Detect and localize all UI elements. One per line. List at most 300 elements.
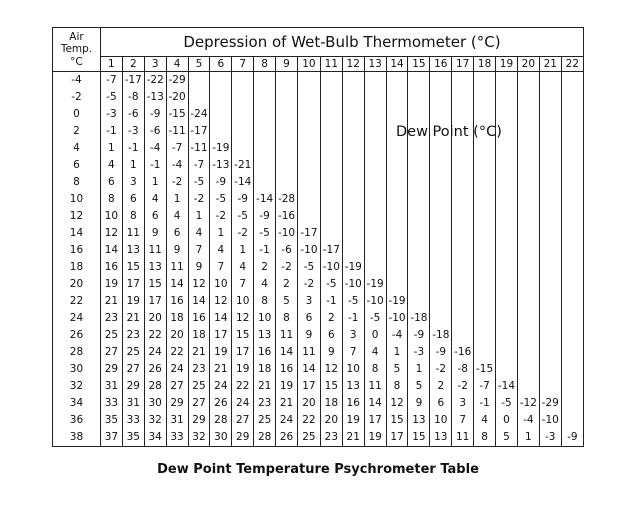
dew-point-cell: 1 bbox=[232, 242, 254, 259]
empty-cell bbox=[276, 106, 298, 123]
empty-cell bbox=[364, 123, 386, 140]
empty-cell bbox=[276, 89, 298, 106]
dew-point-cell: -18 bbox=[430, 327, 452, 344]
empty-cell bbox=[496, 174, 518, 191]
empty-cell bbox=[474, 157, 496, 174]
air-temp-cell: -2 bbox=[53, 89, 101, 106]
air-temp-cell: 26 bbox=[53, 327, 101, 344]
empty-cell bbox=[408, 174, 430, 191]
empty-cell bbox=[320, 123, 342, 140]
dew-point-cell: -14 bbox=[254, 191, 276, 208]
dew-point-cell: 17 bbox=[122, 276, 144, 293]
table-row bbox=[53, 123, 584, 140]
dew-point-cell: 33 bbox=[166, 429, 188, 447]
dew-point-cell: -5 bbox=[297, 259, 320, 276]
dew-point-cell: -28 bbox=[276, 191, 298, 208]
empty-cell bbox=[430, 293, 452, 310]
dew-point-cell: -17 bbox=[122, 72, 144, 90]
dew-point-cell: 30 bbox=[144, 395, 166, 412]
dew-point-cell: 31 bbox=[122, 395, 144, 412]
dew-point-cell: 13 bbox=[144, 259, 166, 276]
dew-point-cell: 33 bbox=[122, 412, 144, 429]
empty-cell bbox=[386, 242, 408, 259]
dew-point-cell: 17 bbox=[297, 378, 320, 395]
empty-cell bbox=[474, 327, 496, 344]
dew-point-cell: -29 bbox=[166, 72, 188, 90]
dew-point-cell: 22 bbox=[144, 327, 166, 344]
dew-point-cell: 29 bbox=[188, 412, 210, 429]
empty-cell bbox=[474, 225, 496, 242]
dew-point-cell: 25 bbox=[254, 412, 276, 429]
dew-point-cell: 34 bbox=[144, 429, 166, 447]
empty-cell bbox=[408, 242, 430, 259]
empty-cell bbox=[561, 361, 583, 378]
empty-cell bbox=[517, 191, 539, 208]
dew-point-cell: -2 bbox=[188, 191, 210, 208]
dew-point-cell: 7 bbox=[210, 259, 232, 276]
empty-cell bbox=[539, 361, 561, 378]
empty-cell bbox=[561, 412, 583, 429]
dew-point-cell: 2 bbox=[254, 259, 276, 276]
empty-cell bbox=[539, 208, 561, 225]
empty-cell bbox=[452, 225, 474, 242]
air-temp-cell: 32 bbox=[53, 378, 101, 395]
dew-point-cell: 25 bbox=[100, 327, 122, 344]
dew-point-cell: 3 bbox=[342, 327, 364, 344]
dew-point-cell: -2 bbox=[276, 259, 298, 276]
dew-point-cell: 13 bbox=[408, 412, 430, 429]
dew-point-cell: 5 bbox=[408, 378, 430, 395]
empty-cell bbox=[517, 89, 539, 106]
empty-cell bbox=[430, 72, 452, 90]
dew-point-cell: 16 bbox=[100, 259, 122, 276]
empty-cell bbox=[276, 123, 298, 140]
dew-point-cell: -16 bbox=[276, 208, 298, 225]
empty-cell bbox=[452, 242, 474, 259]
empty-cell bbox=[517, 344, 539, 361]
empty-cell bbox=[210, 89, 232, 106]
empty-cell bbox=[320, 174, 342, 191]
dew-point-cell: 6 bbox=[297, 310, 320, 327]
empty-cell bbox=[210, 72, 232, 90]
empty-cell bbox=[297, 72, 320, 90]
dew-point-cell: -18 bbox=[408, 310, 430, 327]
dew-point-cell: 1 bbox=[188, 208, 210, 225]
empty-cell bbox=[364, 242, 386, 259]
dew-point-cell: -10 bbox=[364, 293, 386, 310]
dew-point-cell: -10 bbox=[342, 276, 364, 293]
empty-cell bbox=[364, 191, 386, 208]
dew-point-cell: 35 bbox=[122, 429, 144, 447]
air-temp-cell: 0 bbox=[53, 106, 101, 123]
empty-cell bbox=[254, 89, 276, 106]
dew-point-cell: 1 bbox=[166, 191, 188, 208]
dew-point-cell: -4 bbox=[517, 412, 539, 429]
air-temp-cell: 36 bbox=[53, 412, 101, 429]
empty-cell bbox=[232, 106, 254, 123]
dew-point-cell: -11 bbox=[188, 140, 210, 157]
table-row bbox=[53, 310, 584, 327]
empty-cell bbox=[408, 259, 430, 276]
dew-point-cell: 14 bbox=[100, 242, 122, 259]
dew-point-cell: 15 bbox=[122, 259, 144, 276]
dew-point-cell: 37 bbox=[100, 429, 122, 447]
dew-point-cell: -22 bbox=[144, 72, 166, 90]
dew-point-cell: -5 bbox=[232, 208, 254, 225]
empty-cell bbox=[430, 310, 452, 327]
depression-header-cell: 11 bbox=[320, 57, 342, 72]
dew-point-cell: 29 bbox=[166, 395, 188, 412]
dew-point-cell: -5 bbox=[342, 293, 364, 310]
dew-point-cell: 7 bbox=[188, 242, 210, 259]
table-row bbox=[53, 225, 584, 242]
empty-cell bbox=[342, 157, 364, 174]
dew-point-cell: -1 bbox=[122, 140, 144, 157]
dew-point-cell: -19 bbox=[210, 140, 232, 157]
dew-point-cell: 10 bbox=[232, 293, 254, 310]
dew-point-cell: -3 bbox=[122, 123, 144, 140]
dew-point-cell: 6 bbox=[320, 327, 342, 344]
dew-point-cell: 15 bbox=[320, 378, 342, 395]
dew-point-cell: 0 bbox=[364, 327, 386, 344]
empty-cell bbox=[517, 276, 539, 293]
empty-cell bbox=[496, 89, 518, 106]
dew-point-cell: -17 bbox=[297, 225, 320, 242]
dew-point-cell: 16 bbox=[276, 361, 298, 378]
depression-header-cell: 14 bbox=[386, 57, 408, 72]
depression-header-cell: 22 bbox=[561, 57, 583, 72]
dew-point-cell: -19 bbox=[364, 276, 386, 293]
dew-point-cell: 23 bbox=[188, 361, 210, 378]
dew-point-cell: 1 bbox=[408, 361, 430, 378]
dew-point-cell: 27 bbox=[166, 378, 188, 395]
air-temp-cell: 30 bbox=[53, 361, 101, 378]
dew-point-cell: 22 bbox=[166, 344, 188, 361]
empty-cell bbox=[474, 242, 496, 259]
empty-cell bbox=[320, 157, 342, 174]
dew-point-cell: 21 bbox=[276, 395, 298, 412]
dew-point-cell: 12 bbox=[188, 276, 210, 293]
dew-point-cell: 6 bbox=[144, 208, 166, 225]
empty-cell bbox=[276, 72, 298, 90]
depression-header-cell: 20 bbox=[517, 57, 539, 72]
empty-cell bbox=[364, 225, 386, 242]
dew-point-table bbox=[52, 27, 584, 447]
dew-point-cell: 7 bbox=[232, 276, 254, 293]
dew-point-cell: 25 bbox=[122, 344, 144, 361]
dew-point-cell: 2 bbox=[320, 310, 342, 327]
empty-cell bbox=[430, 174, 452, 191]
dew-point-cell: 20 bbox=[320, 412, 342, 429]
empty-cell bbox=[561, 123, 583, 140]
empty-cell bbox=[496, 140, 518, 157]
dew-point-cell: 6 bbox=[166, 225, 188, 242]
dew-point-cell: 8 bbox=[122, 208, 144, 225]
dew-point-cell: 14 bbox=[188, 293, 210, 310]
empty-cell bbox=[342, 242, 364, 259]
empty-cell bbox=[539, 106, 561, 123]
dew-point-cell: 10 bbox=[210, 276, 232, 293]
dew-point-cell: -6 bbox=[276, 242, 298, 259]
empty-cell bbox=[539, 293, 561, 310]
empty-cell bbox=[561, 310, 583, 327]
dew-point-cell: 1 bbox=[122, 157, 144, 174]
dew-point-cell: -6 bbox=[122, 106, 144, 123]
dew-point-cell: 19 bbox=[364, 429, 386, 447]
depression-header-cell: 9 bbox=[276, 57, 298, 72]
empty-cell bbox=[561, 276, 583, 293]
air-temp-cell: 6 bbox=[53, 157, 101, 174]
depression-header-cell: 3 bbox=[144, 57, 166, 72]
depression-header-cell: 4 bbox=[166, 57, 188, 72]
empty-cell bbox=[539, 89, 561, 106]
empty-cell bbox=[496, 310, 518, 327]
empty-cell bbox=[561, 378, 583, 395]
empty-cell bbox=[517, 378, 539, 395]
empty-cell bbox=[210, 106, 232, 123]
dew-point-cell: 16 bbox=[342, 395, 364, 412]
dew-point-cell: 4 bbox=[474, 412, 496, 429]
empty-cell bbox=[539, 259, 561, 276]
air-temp-cell: 18 bbox=[53, 259, 101, 276]
empty-cell bbox=[561, 191, 583, 208]
dew-point-cell: 32 bbox=[188, 429, 210, 447]
empty-cell bbox=[561, 259, 583, 276]
dew-point-cell: -10 bbox=[276, 225, 298, 242]
empty-cell bbox=[342, 174, 364, 191]
empty-cell bbox=[364, 157, 386, 174]
empty-cell bbox=[297, 106, 320, 123]
dew-point-cell: 21 bbox=[342, 429, 364, 447]
dew-point-cell: 12 bbox=[386, 395, 408, 412]
dew-point-cell: 8 bbox=[254, 293, 276, 310]
empty-cell bbox=[452, 106, 474, 123]
dew-point-cell: 23 bbox=[122, 327, 144, 344]
dew-point-cell: -9 bbox=[144, 106, 166, 123]
empty-cell bbox=[561, 157, 583, 174]
dew-point-cell: 9 bbox=[144, 225, 166, 242]
air-temp-cell: 28 bbox=[53, 344, 101, 361]
empty-cell bbox=[496, 106, 518, 123]
dew-point-cell: 29 bbox=[122, 378, 144, 395]
empty-cell bbox=[232, 72, 254, 90]
dew-point-cell: -5 bbox=[188, 174, 210, 191]
empty-cell bbox=[517, 140, 539, 157]
empty-cell bbox=[386, 89, 408, 106]
empty-cell bbox=[430, 276, 452, 293]
empty-cell bbox=[276, 140, 298, 157]
dew-point-cell: 25 bbox=[297, 429, 320, 447]
dew-point-cell: 9 bbox=[166, 242, 188, 259]
air-temp-cell: 34 bbox=[53, 395, 101, 412]
dew-point-cell: 26 bbox=[210, 395, 232, 412]
dew-point-cell: -3 bbox=[408, 344, 430, 361]
table-row bbox=[53, 259, 584, 276]
dew-point-cell: -10 bbox=[297, 242, 320, 259]
dew-point-cell: 8 bbox=[364, 361, 386, 378]
empty-cell bbox=[474, 259, 496, 276]
empty-cell bbox=[539, 327, 561, 344]
table-caption: Dew Point Temperature Psychrometer Table bbox=[157, 462, 479, 477]
empty-cell bbox=[386, 140, 408, 157]
dew-point-cell: 19 bbox=[122, 293, 144, 310]
dew-point-cell: 15 bbox=[386, 412, 408, 429]
empty-cell bbox=[517, 157, 539, 174]
empty-cell bbox=[364, 140, 386, 157]
dew-point-cell: 14 bbox=[210, 310, 232, 327]
dew-point-cell: 26 bbox=[144, 361, 166, 378]
air-temp-header-line: Temp. bbox=[60, 43, 93, 56]
empty-cell bbox=[232, 123, 254, 140]
empty-cell bbox=[561, 89, 583, 106]
dew-point-cell: -14 bbox=[496, 378, 518, 395]
dew-point-cell: 12 bbox=[210, 293, 232, 310]
dew-point-cell: 18 bbox=[320, 395, 342, 412]
empty-cell bbox=[517, 242, 539, 259]
dew-point-cell: -5 bbox=[496, 395, 518, 412]
dew-point-cell: -5 bbox=[320, 276, 342, 293]
empty-cell bbox=[561, 242, 583, 259]
dew-point-cell: -13 bbox=[144, 89, 166, 106]
dew-point-cell: 4 bbox=[364, 344, 386, 361]
empty-cell bbox=[364, 174, 386, 191]
dew-point-cell: -20 bbox=[166, 89, 188, 106]
table-row bbox=[53, 106, 584, 123]
dew-point-cell: 5 bbox=[276, 293, 298, 310]
air-temp-cell: -4 bbox=[53, 72, 101, 90]
air-temp-header-line: °C bbox=[70, 55, 83, 68]
empty-cell bbox=[474, 276, 496, 293]
table-body bbox=[53, 72, 584, 447]
dew-point-cell: 20 bbox=[166, 327, 188, 344]
empty-cell bbox=[539, 242, 561, 259]
empty-cell bbox=[496, 293, 518, 310]
dew-point-cell: -21 bbox=[232, 157, 254, 174]
empty-cell bbox=[496, 72, 518, 90]
dew-point-cell: 4 bbox=[100, 157, 122, 174]
dew-point-cell: 13 bbox=[254, 327, 276, 344]
dew-point-cell: -1 bbox=[100, 123, 122, 140]
dew-point-cell: 28 bbox=[210, 412, 232, 429]
empty-cell bbox=[452, 276, 474, 293]
empty-cell bbox=[561, 72, 583, 90]
empty-cell bbox=[342, 208, 364, 225]
empty-cell bbox=[342, 225, 364, 242]
empty-cell bbox=[254, 123, 276, 140]
table-row bbox=[53, 395, 584, 412]
empty-cell bbox=[430, 208, 452, 225]
dew-point-cell: -2 bbox=[297, 276, 320, 293]
depression-header-cell: 6 bbox=[210, 57, 232, 72]
dew-point-cell: -1 bbox=[144, 157, 166, 174]
dew-point-cell: 22 bbox=[232, 378, 254, 395]
empty-cell bbox=[386, 72, 408, 90]
depression-header-cell: 1 bbox=[100, 57, 122, 72]
empty-cell bbox=[517, 208, 539, 225]
air-temp-cell: 14 bbox=[53, 225, 101, 242]
empty-cell bbox=[386, 191, 408, 208]
dew-point-cell: 29 bbox=[100, 361, 122, 378]
empty-cell bbox=[539, 157, 561, 174]
dew-point-cell: 20 bbox=[297, 395, 320, 412]
depression-header-cell: 13 bbox=[364, 57, 386, 72]
empty-cell bbox=[364, 72, 386, 90]
dew-point-cell: 17 bbox=[386, 429, 408, 447]
empty-cell bbox=[364, 259, 386, 276]
empty-cell bbox=[342, 191, 364, 208]
empty-cell bbox=[408, 191, 430, 208]
empty-cell bbox=[386, 106, 408, 123]
empty-cell bbox=[496, 225, 518, 242]
depression-header-cell: 18 bbox=[474, 57, 496, 72]
dew-point-cell: 21 bbox=[100, 293, 122, 310]
empty-cell bbox=[342, 140, 364, 157]
depression-header-cell: 15 bbox=[408, 57, 430, 72]
dew-point-cell: 15 bbox=[144, 276, 166, 293]
dew-point-cell: 31 bbox=[100, 378, 122, 395]
dew-point-cell: 16 bbox=[254, 344, 276, 361]
empty-cell bbox=[561, 174, 583, 191]
empty-cell bbox=[539, 344, 561, 361]
dew-point-cell: 9 bbox=[297, 327, 320, 344]
dew-point-cell: 35 bbox=[100, 412, 122, 429]
dew-point-cell: 2 bbox=[430, 378, 452, 395]
empty-cell bbox=[430, 191, 452, 208]
empty-cell bbox=[539, 174, 561, 191]
dew-point-cell: 15 bbox=[408, 429, 430, 447]
dew-point-cell: 9 bbox=[320, 344, 342, 361]
dew-point-cell: -10 bbox=[386, 310, 408, 327]
table-row bbox=[53, 89, 584, 106]
empty-cell bbox=[561, 395, 583, 412]
empty-cell bbox=[496, 191, 518, 208]
dew-point-cell: 14 bbox=[364, 395, 386, 412]
empty-cell bbox=[342, 72, 364, 90]
empty-cell bbox=[254, 140, 276, 157]
dew-point-cell: 4 bbox=[166, 208, 188, 225]
dew-point-cell: -12 bbox=[517, 395, 539, 412]
empty-cell bbox=[517, 361, 539, 378]
empty-cell bbox=[539, 72, 561, 90]
dew-point-cell: 7 bbox=[452, 412, 474, 429]
dew-point-cell: 11 bbox=[452, 429, 474, 447]
empty-cell bbox=[474, 310, 496, 327]
dew-point-cell: -1 bbox=[342, 310, 364, 327]
empty-cell bbox=[474, 293, 496, 310]
dew-point-cell: 18 bbox=[188, 327, 210, 344]
dew-point-cell: 28 bbox=[144, 378, 166, 395]
table-row bbox=[53, 412, 584, 429]
empty-cell bbox=[408, 106, 430, 123]
empty-cell bbox=[386, 208, 408, 225]
air-temp-cell: 8 bbox=[53, 174, 101, 191]
dew-point-cell: 32 bbox=[144, 412, 166, 429]
air-temp-cell: 2 bbox=[53, 123, 101, 140]
dew-point-cell: -4 bbox=[166, 157, 188, 174]
empty-cell bbox=[496, 276, 518, 293]
dew-point-cell: 29 bbox=[232, 429, 254, 447]
empty-cell bbox=[297, 123, 320, 140]
empty-cell bbox=[430, 89, 452, 106]
dew-point-cell: 11 bbox=[122, 225, 144, 242]
dew-point-cell: 24 bbox=[166, 361, 188, 378]
dew-point-cell: 10 bbox=[342, 361, 364, 378]
depression-header-cell: 8 bbox=[254, 57, 276, 72]
empty-cell bbox=[496, 259, 518, 276]
empty-cell bbox=[561, 327, 583, 344]
empty-cell bbox=[561, 344, 583, 361]
dew-point-cell: -9 bbox=[232, 191, 254, 208]
